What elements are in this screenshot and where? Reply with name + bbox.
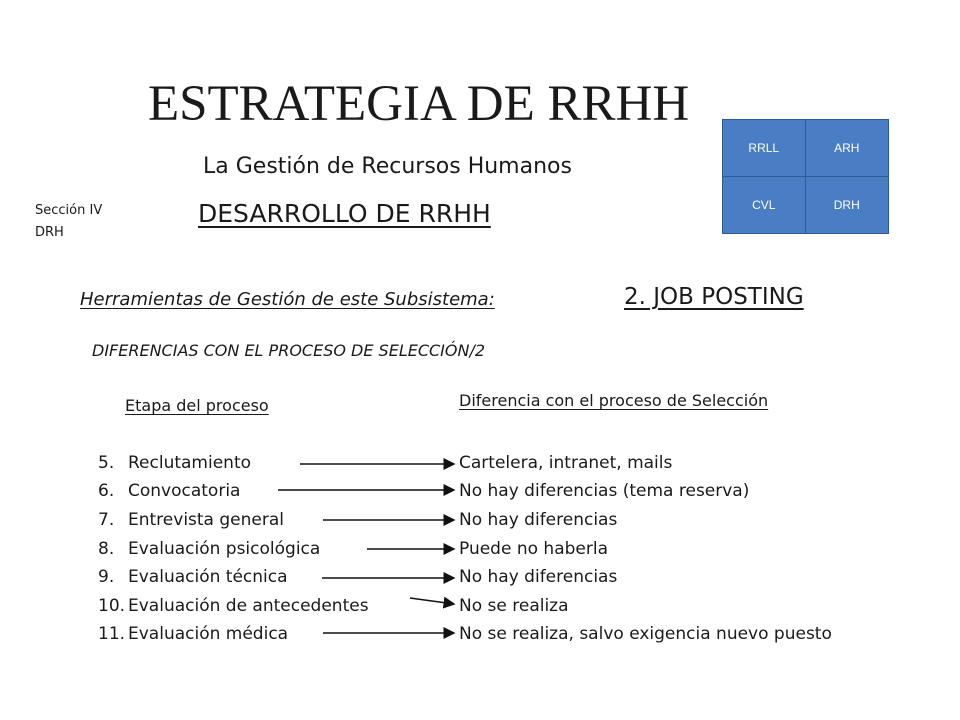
row-stage: Entrevista general [128,510,284,530]
row-number: 9. [98,567,115,587]
row-stage: Reclutamiento [128,453,252,473]
column-header-difference: Diferencia con el proceso de Selección [459,391,769,410]
row-difference: No hay diferencias [459,510,618,530]
row-number: 7. [98,510,115,530]
row-stage: Evaluación médica [128,624,289,644]
grid-cell-drh: DRH [833,197,860,212]
section-line-2: DRH [35,225,64,240]
row-difference: No se realiza [459,596,569,616]
row-stage: Evaluación de antecedentes [128,596,369,616]
grid-cell-arh: ARH [806,120,889,177]
row-number: 11. [98,624,126,644]
row-stage: Evaluación técnica [128,567,288,587]
row-difference: No se realiza, salvo exigencia nuevo puesto [459,624,832,644]
row-difference: Cartelera, intranet, mails [459,453,673,473]
section-line-1: Sección IV [35,203,103,218]
row-difference: No hay diferencias [459,567,618,587]
tool-name: 2. JOB POSTING [624,284,804,310]
row-number: 5. [98,453,115,473]
arrow-icon [410,598,454,604]
tools-label: Herramientas de Gestión de este Subsistema: [80,289,495,310]
row-difference: Puede no haberla [459,539,608,559]
column-header-stage: Etapa del proceso [125,396,269,415]
row-stage: Evaluación psicológica [128,539,321,559]
row-number: 8. [98,539,115,559]
grid-cell-rrll: RRLL [723,120,806,177]
slide-title: ESTRATEGIA DE RRHH [148,76,690,132]
section-heading: DESARROLLO DE RRHH [198,199,491,228]
differences-title: DIFERENCIAS CON EL PROCESO DE SELECCIÓN/2 [92,341,486,360]
row-number: 10. [98,596,126,616]
grid-cell-cvl: CVL [723,177,806,234]
row-stage: Convocatoria [128,481,241,501]
row-difference: No hay diferencias (tema reserva) [459,481,750,501]
row-number: 6. [98,481,115,501]
slide-subtitle: La Gestión de Recursos Humanos [203,154,572,179]
